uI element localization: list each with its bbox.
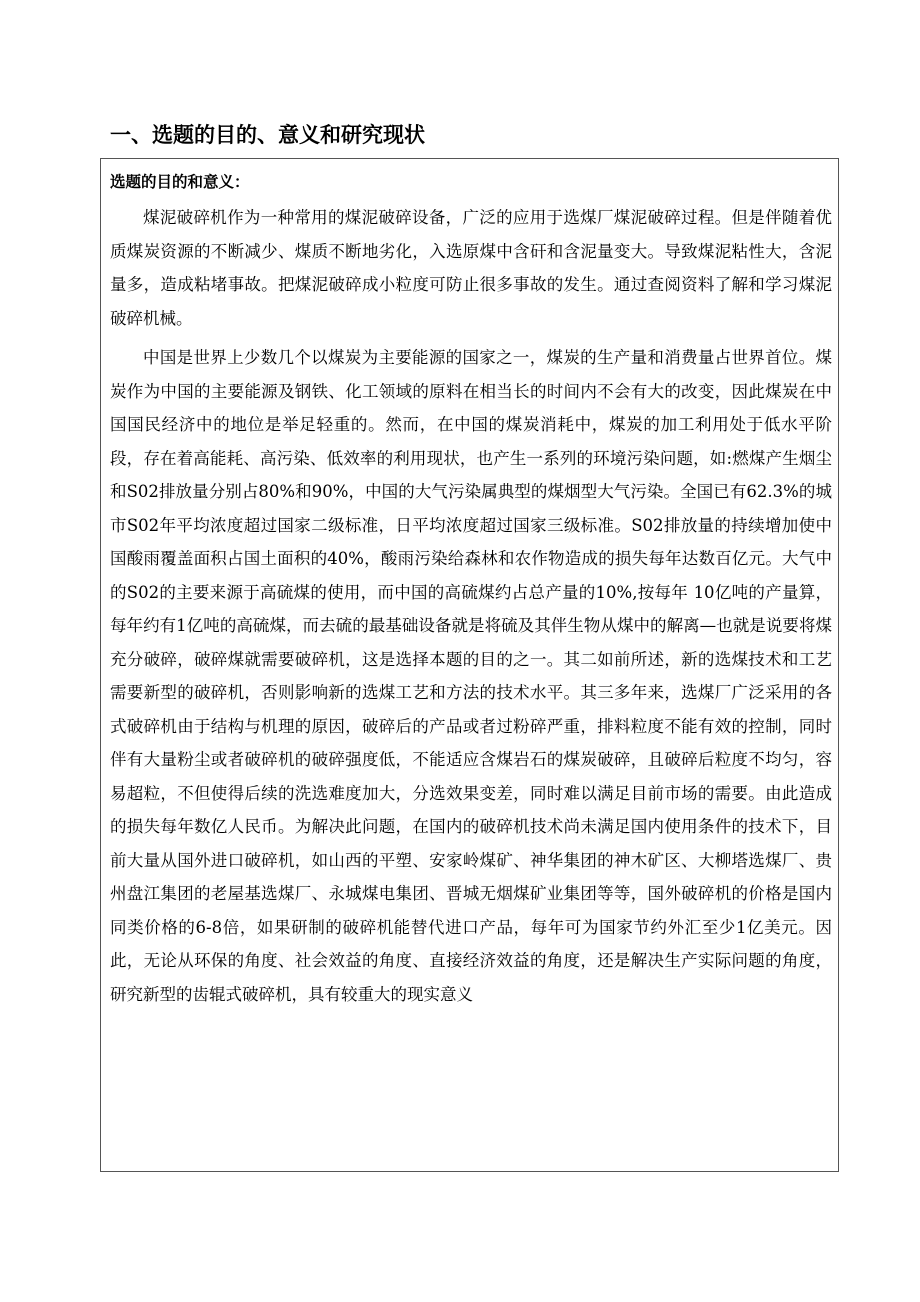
paragraph-significance: 中国是世界上少数几个以煤炭为主要能源的国家之一，煤炭的生产量和消费量占世界首位。煤炭作为中国的主要能源及钢铁、化工领域的原料在相当长的时间内不会有大的改变，因此煤炭在中国国民经济中的地位是举足轻重的。然而，在中国的煤炭消耗中，煤炭的加工利用处于低水平阶段，存在着高能耗、高污染、低效率的利用现状，也产生一系列的环境污染问题，如:燃煤产生烟尘和S02排放量分别占80%和90%，中国的大气污染属典型的煤烟型大气污染。全国已有62.3%的城市S02年平均浓度超过国家二级标准，日平均浓度超过国家三级标准。S02排放量的持续增加使中国酸雨覆盖面积占国土面积的40%，酸雨污染给森林和农作物造成的损失每年达数百亿元。大气中的S02的主要来源于高硫煤的使用，而中国的高硫煤约占总产量的10%,按每年 10亿吨的产量算，每年约有1亿吨的高硫煤，而去硫的最基础设备就是将硫及其伴生物从煤中的解离—也就是说要将煤充分破碎，破碎煤就需要破碎机，这是选择本题的目的之一。其二如前所述，新的选煤技术和工艺需要新型的破碎机，否则影响新的选煤工艺和方法的技术水平。其三多年来，选煤厂广泛采用的各式破碎机由于结构与机理的原因，破碎后的产品或者过粉碎严重，排料粒度不能有效的控制，同时伴有大量粉尘或者破碎机的破碎强度低，不能适应含煤岩石的煤炭破碎，且破碎后粒度不均匀，容易超粒，不但使得后续的洗选难度加大，分选效果变差，同时难以满足目前市场的需要。由此造成的损失每年数亿人民币。为解决此问题，在国内的破碎机技术尚未满足国内使用条件的技术下，目前大量从国外进口破碎机，如山西的平塑、安家岭煤矿、神华集团的神木矿区、大柳塔选煤厂、贵州盘江集团的老屋基选煤厂、永城煤电集团、晋城无烟煤矿业集团等等，国外破碎机的价格是国内同类价格的6-8倍，如果研制的破碎机能替代进口产品，每年可为国家节约外汇至少1亿美元。因此，无论从环保的角度、社会效益的角度、直接经济效益的角度，还是解决生产实际问题的角度，研究新型的齿辊式破碎机，具有较重大的现实意义 [110,348,832,1004]
box-label: 选题的目的和意义： [110,173,250,191]
paragraph-purpose: 煤泥破碎机作为一种常用的煤泥破碎设备，广泛的应用于选煤厂煤泥破碎过程。但是伴随着优质煤炭资源的不断减少、煤质不断地劣化，入选原煤中含矸和含泥量变大。导致煤泥粘性大，含泥量多，造成粘堵事故。把煤泥破碎成小粒度可防止很多事故的发生。通过查阅资料了解和学习煤泥破碎机械。 [110,208,832,328]
section-heading: 一、选题的目的、意义和研究现状 [110,123,425,147]
content-box [100,158,839,1172]
